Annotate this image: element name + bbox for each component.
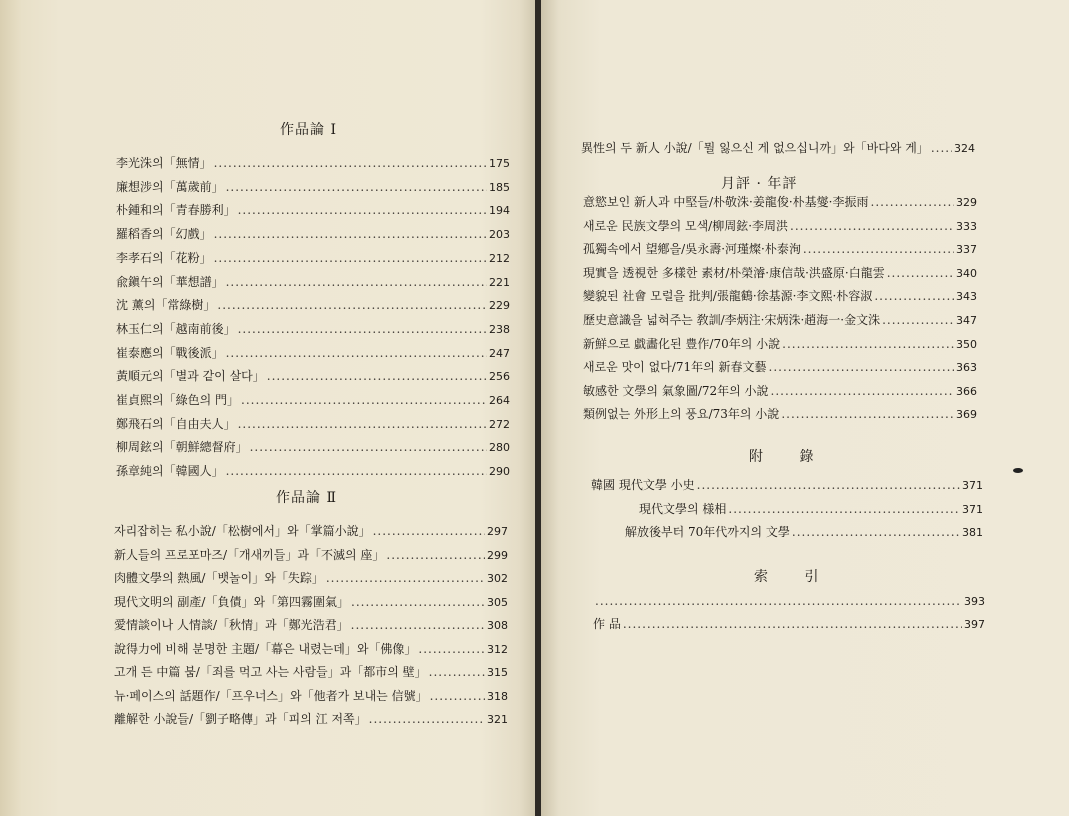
toc-entry — [116, 438, 510, 458]
toc-entry-title: 林玉仁의「越南前後」 — [116, 321, 236, 336]
toc-entry-title: 作 品 — [593, 617, 621, 631]
toc-entry-title: 沈 薰의「常綠樹」 — [116, 298, 216, 313]
toc-entry-page: 337 — [956, 243, 977, 257]
toc-entry-title: 崔貞熙의「綠色의 門」 — [116, 393, 239, 407]
toc-entry-page: 340 — [956, 266, 977, 280]
toc-leader-dots — [226, 275, 487, 289]
toc-entry-page: 371 — [962, 502, 983, 516]
toc-entry-title: 李孝石의「花粉」 — [116, 250, 212, 265]
section-title-appendix: 附 錄 — [749, 449, 815, 465]
toc-entry — [114, 663, 508, 683]
toc-entry — [583, 335, 977, 355]
toc-entry-page: 350 — [956, 337, 977, 351]
toc-entry-page: 272 — [489, 417, 510, 431]
toc-entry-page: 305 — [487, 595, 508, 609]
toc-entry-title: 異性의 두 新人 小說/「뭘 잃으신 게 없으십니까」와「바다와 게」 — [581, 141, 929, 155]
toc-entry-page: 212 — [489, 251, 510, 265]
toc-entry — [583, 287, 977, 307]
section-title-index: 索 引 — [754, 569, 820, 585]
toc-leader-dots — [874, 289, 954, 303]
toc-entry-page: 329 — [956, 196, 977, 209]
toc-entry-title: 新鮮으로 戱畵化된 豊作/70年의 小說 — [583, 336, 781, 351]
toc-entry — [583, 382, 977, 402]
toc-leader-dots — [214, 227, 487, 241]
toc-entry — [583, 240, 977, 260]
toc-leader-dots — [386, 548, 485, 562]
section-title-works-2: 作品論 Ⅱ — [276, 490, 337, 506]
toc-leader-dots — [369, 712, 485, 726]
toc-leader-dots — [217, 298, 487, 312]
toc-entry-title: 李光洙의「無情」 — [116, 156, 212, 170]
toc-leader-dots — [769, 360, 955, 374]
toc-entry-page: 264 — [489, 394, 510, 407]
toc-entry — [116, 249, 510, 269]
toc-entry-title: 變貌된 社會 모럴을 批判/張龍鶴·徐基源·李文熙·朴容淑 — [583, 289, 873, 304]
toc-entry-title: 肉體文學의 熱風/「뱃놀이」와「失踪」 — [114, 571, 324, 585]
toc-entry-title: 廉想涉의「萬歲前」 — [116, 179, 224, 194]
ink-spot — [1013, 468, 1023, 473]
toc-entry-title: 愛情談이나 人情談/「秋情」과「鄭光浩君」 — [114, 618, 349, 632]
toc-leader-dots — [781, 407, 954, 421]
toc-entry — [116, 154, 510, 174]
right-page — [541, 0, 1069, 816]
toc-leader-dots — [241, 393, 487, 407]
toc-leader-dots — [238, 203, 487, 217]
toc-entry — [116, 462, 510, 482]
toc-entry-page: 381 — [962, 526, 983, 539]
section-title-works-1: 作品論 Ⅰ — [280, 122, 337, 138]
toc-leader-dots — [418, 642, 485, 656]
toc-entry-title: 現代文明의 副產/「負債」와「第四霧圍氣」 — [114, 594, 350, 609]
toc-entry-page: 321 — [487, 713, 508, 726]
toc-entry — [116, 415, 510, 435]
toc-leader-dots — [792, 525, 960, 539]
toc-leader-dots — [214, 156, 487, 170]
toc-entry-title: 意慾보인 新人과 中堅들/朴敬洙·姜龍俊·朴基燮·李振雨 — [583, 195, 869, 209]
toc-leader-dots — [226, 464, 487, 478]
toc-entry-page: 194 — [489, 204, 510, 218]
toc-entry-page: 221 — [489, 275, 510, 289]
toc-entry-title: 兪鎭午의「華想譜」 — [116, 274, 224, 289]
toc-entry-page: 324 — [954, 142, 975, 155]
toc-entry-page: 318 — [487, 689, 508, 703]
toc-entry-page: 203 — [489, 228, 510, 242]
toc-entry — [116, 296, 510, 316]
toc-entry-title: 說得力에 비해 분명한 主題/「幕은 내렸는데」와「佛像」 — [114, 641, 417, 656]
toc-leader-dots — [250, 440, 487, 454]
toc-leader-dots — [887, 266, 954, 280]
toc-entry — [593, 615, 985, 635]
toc-entry-page: 280 — [489, 441, 510, 455]
toc-leader-dots — [226, 180, 487, 194]
toc-leader-dots — [728, 502, 960, 516]
toc-entry-title: 朴鍾和의「青春勝利」 — [116, 203, 236, 218]
toc-entry-page: 363 — [956, 361, 977, 375]
toc-entry-page: 297 — [487, 525, 508, 538]
toc-entry-page: 366 — [956, 384, 977, 398]
toc-entry — [114, 569, 508, 589]
toc-leader-dots — [623, 617, 962, 631]
toc-leader-dots — [430, 689, 485, 703]
toc-entry — [114, 687, 508, 707]
toc-entry-page: 312 — [487, 642, 508, 656]
toc-leader-dots — [697, 478, 960, 492]
toc-entry — [116, 225, 510, 245]
toc-entry — [591, 476, 983, 496]
toc-entry-page: 343 — [956, 290, 977, 304]
toc-entry-title: 고개 든 中篇 붐/「죄를 먹고 사는 사람들」과「都市의 壁」 — [114, 665, 427, 679]
toc-leader-dots — [238, 322, 487, 336]
toc-entry-page: 369 — [956, 408, 977, 422]
toc-leader-dots — [214, 251, 487, 265]
toc-entry-title: 새로운 民族文學의 모색/柳周鉉·李周洪 — [583, 218, 789, 233]
toc-entry-page: 333 — [956, 219, 977, 233]
toc-entry — [114, 616, 508, 636]
toc-leader-dots — [351, 618, 485, 632]
toc-entry-page: 371 — [962, 479, 983, 492]
toc-entry-page: 290 — [489, 465, 510, 479]
toc-entry — [593, 594, 985, 614]
toc-entry-page: 229 — [489, 299, 510, 313]
toc-entry — [116, 391, 510, 411]
toc-entry — [116, 344, 510, 364]
toc-entry — [583, 217, 977, 237]
toc-entry — [116, 320, 510, 340]
toc-leader-dots — [326, 571, 485, 585]
toc-entry-title: 韓國 現代文學 小史 — [591, 478, 695, 492]
toc-entry-title: 離解한 小說들/「劉子略傳」과「피의 江 저쪽」 — [114, 712, 367, 726]
toc-entry-page: 299 — [487, 548, 508, 562]
toc-entry-title: 柳周鉉의「朝鮮總督府」 — [116, 440, 248, 455]
toc-entry-title: 黃順元의「별과 같이 살다」 — [116, 369, 265, 384]
toc-entry — [625, 523, 983, 543]
toc-entry-title: 解放後부터 70年代까지의 文學 — [625, 525, 790, 539]
toc-entry — [583, 264, 977, 284]
toc-entry-page: 302 — [487, 572, 508, 585]
toc-leader-dots — [351, 595, 485, 609]
toc-entry — [116, 367, 510, 387]
toc-entry-title: 崔泰應의「戰後派」 — [116, 345, 224, 360]
toc-entry-title: 孤獨속에서 望鄕을/吳永壽·河瑾燦·朴泰洵 — [583, 242, 801, 257]
toc-entry-page: 256 — [489, 370, 510, 384]
toc-entry-page: 175 — [489, 157, 510, 170]
toc-entry-page: 185 — [489, 180, 510, 194]
toc-entry — [114, 710, 508, 730]
toc-leader-dots — [373, 524, 485, 538]
toc-leader-dots — [790, 219, 954, 233]
toc-entry-page: 308 — [487, 619, 508, 632]
toc-entry-title: 現代文學의 様相 — [639, 501, 727, 516]
toc-leader-dots — [871, 195, 955, 209]
toc-entry — [114, 640, 508, 660]
toc-entry-title: 現實을 透視한 多樣한 素材/朴榮濬·康信哉·洪盛原·白龍雲 — [583, 265, 885, 280]
section-title-monthly: 月評 · 年評 — [721, 176, 798, 192]
toc-entry — [581, 139, 975, 159]
toc-entry — [583, 193, 977, 213]
toc-entry-page: 347 — [956, 314, 977, 327]
toc-entry — [114, 522, 508, 542]
toc-entry — [116, 201, 510, 221]
toc-entry-title: 歷史意識을 넓혀주는 敎訓/李炳注·宋炳洙·趙海一·金文洙 — [583, 313, 881, 327]
toc-entry — [116, 178, 510, 198]
toc-entry-title: 類例없는 外形上의 풍요/73年의 小說 — [583, 407, 780, 422]
toc-entry-title: 敏感한 文學의 氣象圖/72年의 小說 — [583, 383, 769, 398]
toc-leader-dots — [882, 313, 954, 327]
toc-leader-dots — [931, 141, 952, 155]
toc-entry — [639, 500, 983, 520]
toc-entry-page: 393 — [964, 595, 985, 608]
toc-entry-page: 238 — [489, 322, 510, 336]
toc-entry — [116, 273, 510, 293]
toc-leader-dots — [595, 594, 962, 608]
toc-entry-page: 397 — [964, 618, 985, 631]
toc-leader-dots — [267, 369, 487, 383]
toc-entry-title: 뉴·페이스의 話題作/「프우너스」와「他者가 보내는 信號」 — [114, 688, 428, 703]
toc-entry-title: 孫章純의「韓國人」 — [116, 464, 224, 479]
toc-leader-dots — [238, 417, 487, 431]
toc-leader-dots — [429, 665, 485, 679]
toc-leader-dots — [803, 242, 954, 256]
toc-entry-page: 315 — [487, 666, 508, 679]
toc-entry — [114, 546, 508, 566]
toc-leader-dots — [782, 337, 954, 351]
toc-entry — [114, 593, 508, 613]
toc-leader-dots — [226, 346, 487, 360]
toc-entry-title: 자리잡히는 私小說/「松樹에서」와「掌篇小說」 — [114, 524, 371, 538]
toc-entry-title: 鄭飛石의「自由夫人」 — [116, 416, 236, 431]
toc-entry-title: 새로운 맛이 없다/71年의 新春文藝 — [583, 360, 767, 375]
toc-entry-title: 新人들의 프로포마즈/「개새끼들」과「不滅의 座」 — [114, 547, 385, 562]
toc-leader-dots — [771, 384, 954, 398]
toc-entry — [583, 311, 977, 331]
toc-entry — [583, 405, 977, 425]
toc-entry — [583, 358, 977, 378]
toc-entry-title: 羅稻香의「幻戲」 — [116, 227, 212, 242]
toc-entry-page: 247 — [489, 346, 510, 360]
